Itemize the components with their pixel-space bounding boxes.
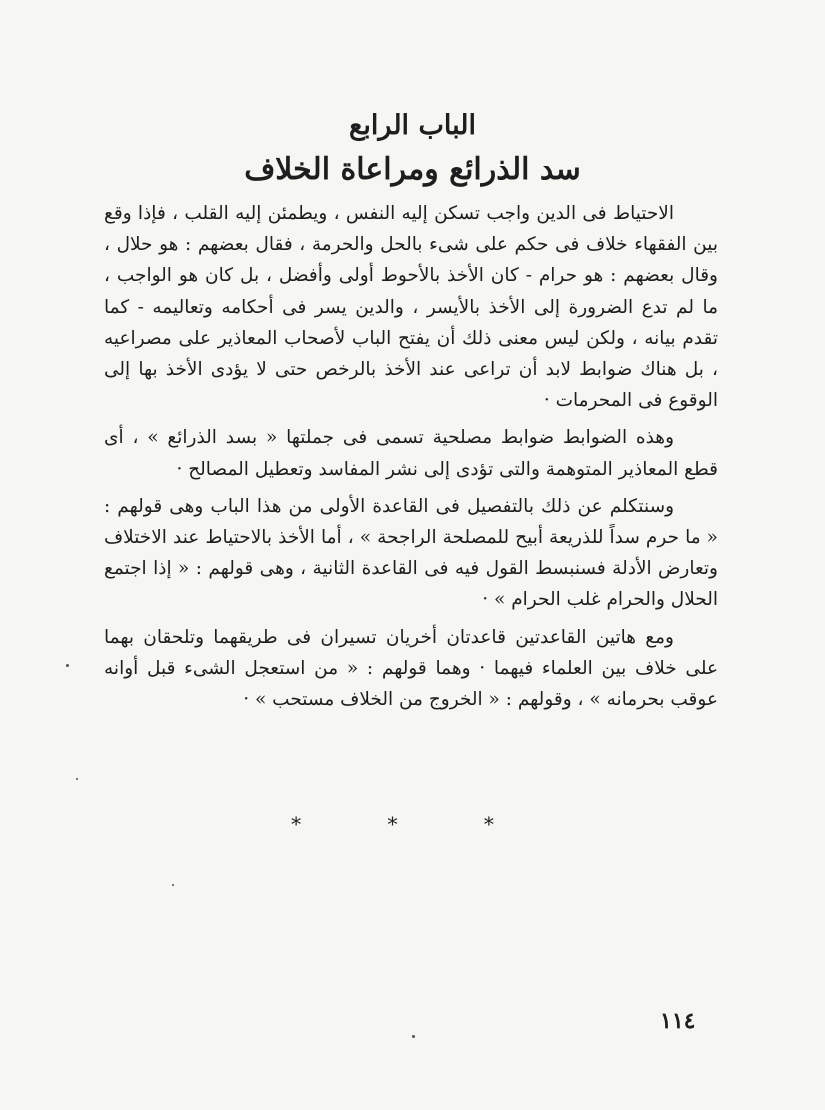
chapter-title: الباب الرابع [349, 110, 476, 141]
body-text [104, 198, 718, 721]
paragraph: وهذه الضوابط ضوابط مصلحية تسمى فى جملتها « بسد الذرائع » ، أى قطع المعاذير المتوهمة والتى تؤدى إلى نشر المفاسد وتعطيل المصالح · [104, 427, 718, 480]
scan-speck [66, 664, 69, 667]
paragraph: وسنتكلم عن ذلك بالتفصيل فى القاعدة الأولى من هذا الباب وهى قولهم : « ما حرم سداً للذريعة أبيح للمصلحة الراجحة » ، أما الأخذ بالاحتياط عند الاختلاف وتعارض الأدلة فسنبسط القول فيه فى القاعدة الثانية ، وهى قولهم : « إذا اجتمع الحلال والحرام غلب الحرام » · [104, 495, 718, 611]
scan-speck [76, 778, 78, 780]
chapter-subtitle: سد الذرائع ومراعاة الخلاف [244, 152, 581, 187]
paragraph: ومع هاتين القاعدتين قاعدتان أخريان تسيران فى طريقهما وتلحقان بهما على خلاف بين العلماء فيهما · وهما قولهم : « من استعجل الشىء قبل أوانه عوقب بحرمانه » ، وقولهم : « الخروج من الخلاف مستحب » · [104, 626, 718, 711]
scan-speck [412, 1035, 415, 1038]
section-separator: * * * [291, 812, 534, 836]
page-number: ١١٤ [660, 1008, 696, 1034]
paragraph: الاحتياط فى الدين واجب تسكن إليه النفس ، ويطمئن إليه القلب ، فإذا وقع بين الفقهاء خلاف فى حكم على شىء بالحل والحرمة ، فقال بعضهم : هو حلال ، وقال بعضهم : هو حرام - كان الأخذ بالأحوط أولى وأفضل ، بل كان هو الواجب ، ما لم تدع الضرورة إلى الأخذ بالأيسر ، والدين يسر فى أحكامه وتعاليمه - كما تقدم بيانه ، ولكن ليس معنى ذلك أن يفتح الباب لأصحاب المعاذير على مصراعيه ، بل هناك ضوابط لابد أن تراعى عند الأخذ بالرخص حتى لا يؤدى الأخذ بها إلى الوقوع فى المحرمات · [104, 203, 718, 412]
scan-speck [172, 884, 174, 886]
